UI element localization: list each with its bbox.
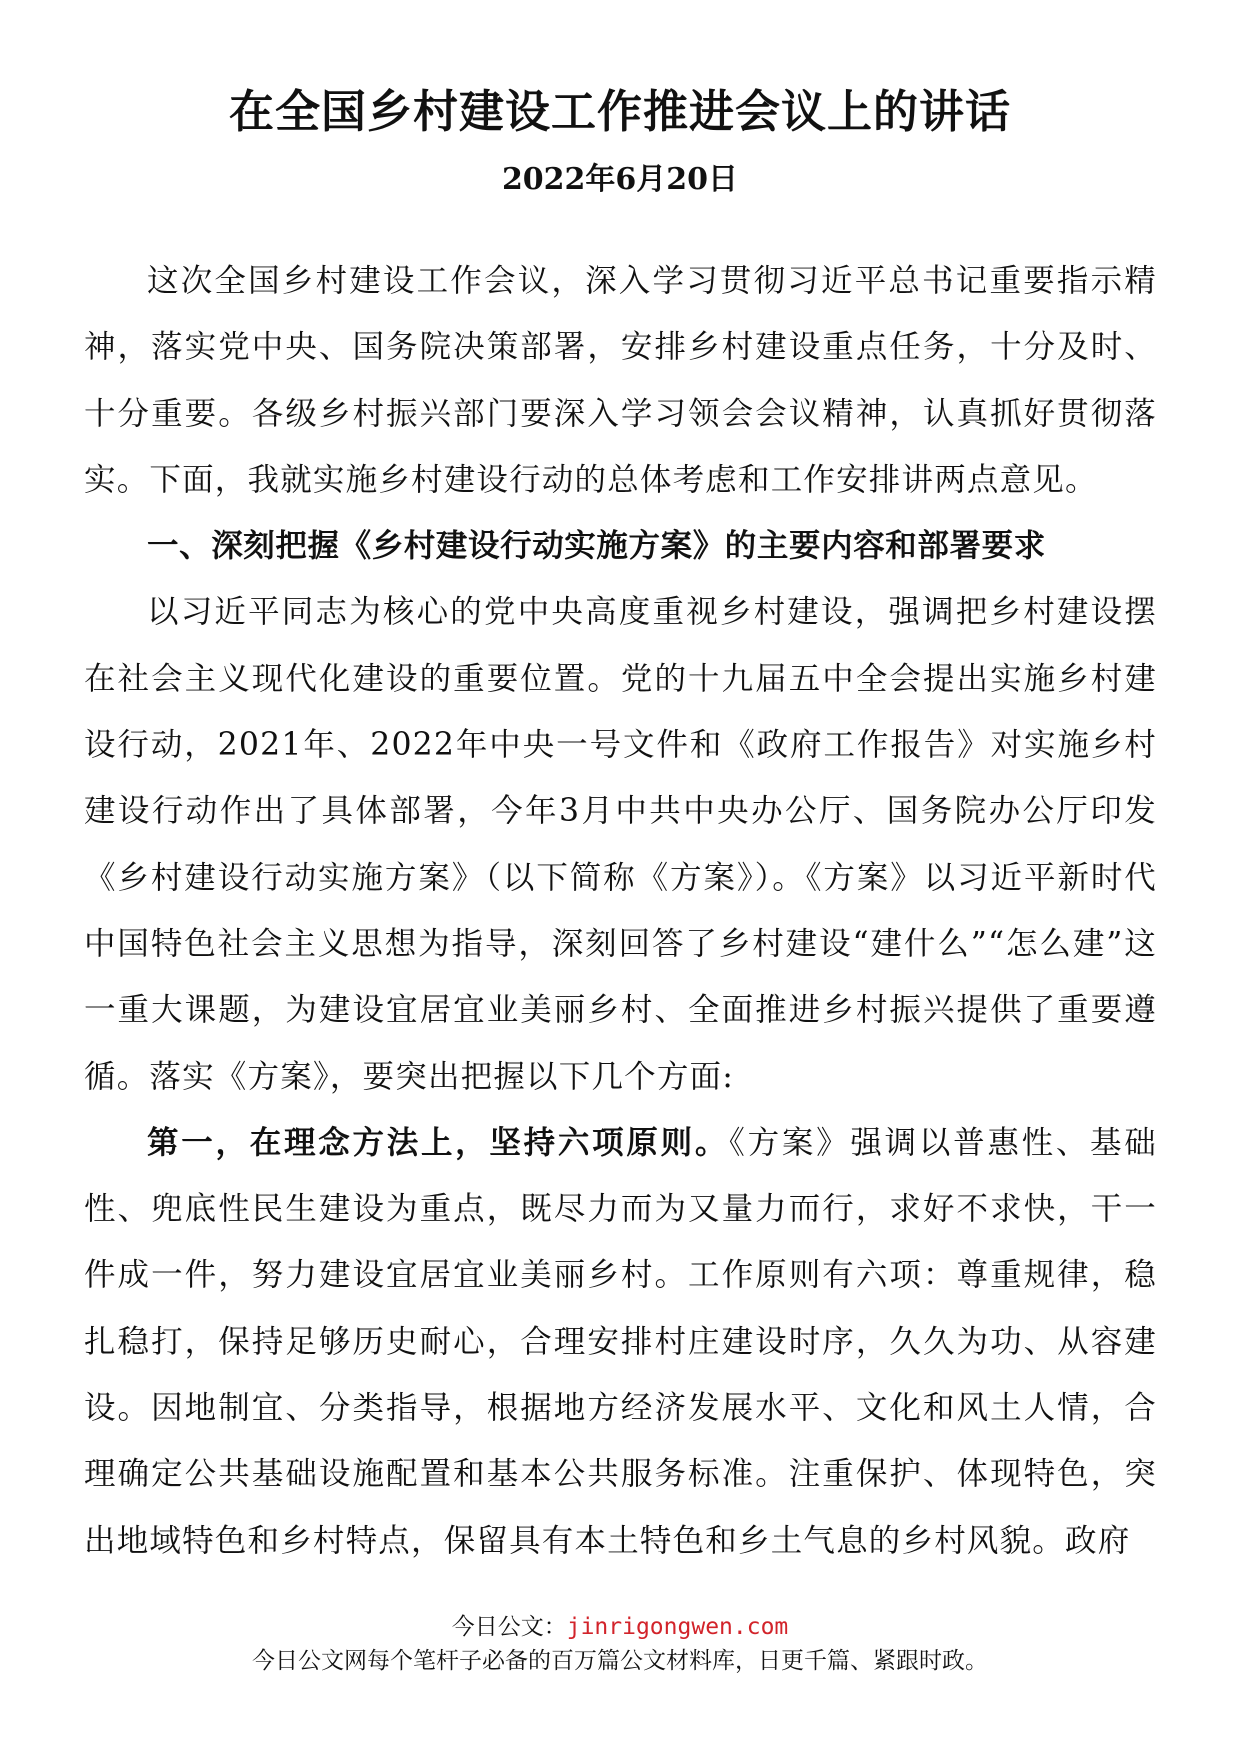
- paragraph-background: 以习近平同志为核心的党中央高度重视乡村建设，强调把乡村建设摆在社会主义现代化建设的重要位置。党的十九届五中全会提出实施乡村建设行动，2021年、2022年中央一号文件和《政府工作报告》对实施乡村建设行动作出了具体部署，今年3月中共中央办公厅、国务院办公厅印发《乡村建设行动实施方案》（以下简称《方案》）。《方案》以习近平新时代中国特色社会主义思想为指导，深刻回答了乡村建设“建什么”“怎么建”这一重大课题，为建设宜居宜业美丽乡村、全面推进乡村振兴提供了重要遵循。落实《方案》，要突出把握以下几个方面:: [84, 594, 1157, 1095]
- footer-slogan: 今日公文网每个笔杆子必备的百万篇公文材料库，日更千篇、紧跟时政。: [252, 1648, 988, 1674]
- document-body: [84, 248, 1157, 1574]
- paragraph-principles: [84, 1110, 1157, 1574]
- footer-url-link[interactable]: jinrigongwen.com: [566, 1614, 789, 1640]
- page-footer: [0, 1612, 1240, 1676]
- footer-label: 今日公文：: [451, 1614, 567, 1640]
- document-title: 在全国乡村建设工作推进会议上的讲话: [228, 85, 1011, 138]
- document-date: 2022年6月20日: [501, 162, 739, 197]
- footer-source: [0, 1612, 1240, 1642]
- paragraph-lead: 第一，在理念方法上，坚持六项原则。: [147, 1123, 730, 1161]
- paragraph-intro: 这次全国乡村建设工作会议，深入学习贯彻习近平总书记重要指示精神，落实党中央、国务院决策部署，安排乡村建设重点任务，十分及时、十分重要。各级乡村振兴部门要深入学习领会会议精神，认真抓好贯彻落实。下面，我就实施乡村建设行动的总体考虑和工作安排讲两点意见。: [84, 263, 1157, 498]
- section-heading-1: 一、深刻把握《乡村建设行动实施方案》的主要内容和部署要求: [147, 528, 1046, 565]
- paragraph-principles-text: 《方案》强调以普惠性、基础性、兜底性民生建设为重点，既尽力而为又量力而行，求好不求快，干一件成一件，努力建设宜居宜业美丽乡村。工作原则有六项：尊重规律，稳扎稳打，保持足够历史耐心，合理安排村庄建设时序，久久为功、从容建设。因地制宜、分类指导，根据地方经济发展水平、文化和风土人情，合理确定公共基础设施配置和基本公共服务标准。注重保护、体现特色，突出地域特色和乡村特点，保留具有本土特色和乡土气息的乡村风貌。政府: [84, 1124, 1158, 1559]
